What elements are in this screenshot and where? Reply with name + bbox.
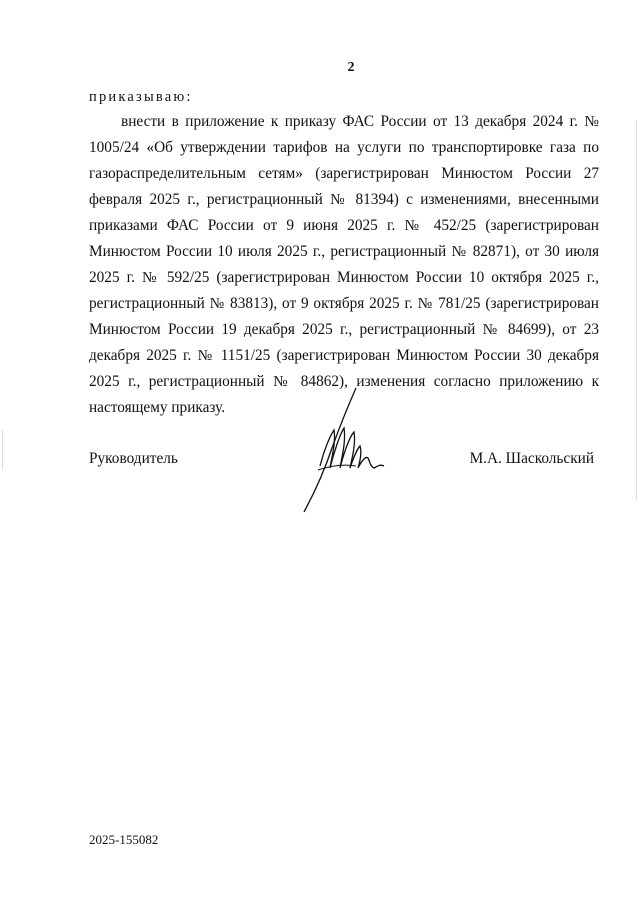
document-id: 2025-155082	[89, 832, 159, 847]
order-body-text: внести в приложение к приказу ФАС России от 13 декабря 2024 г. № 1005/24 «Об утверждении тарифов на услуги по транспортировке газа по газораспределительным сетям» (зарегистрирован Минюстом России 27 февраля 2025 г., регистрационный № 81394) с изменениями, внесенными приказами ФАС России от 9 июня 2025 г. № 452/25 (зарегистрирован Минюстом России 10 июля 2025 г., регистрационный № 82871), от 30 июля 2025 г. № 592/25 (зарегистрирован Минюстом России 10 октября 2025 г., регистрационный № 83813), от 9 октября 2025 г. № 781/25 (зарегистрирован Минюстом России 19 декабря 2025 г., регистрационный № 84699), от 23 декабря 2025 г. № 1151/25 (зарегистрирован Минюстом России 30 декабря 2025 г., регистрационный № 84862), изменения согласно приложению к настоящему приказу.	[89, 113, 599, 416]
page-number: 2	[347, 60, 355, 75]
handwritten-signature	[296, 386, 396, 516]
scan-edge-mark	[636, 120, 637, 500]
order-verb: приказываю:	[89, 89, 193, 105]
scan-edge-mark	[2, 430, 3, 470]
signatory-title: Руководитель	[89, 450, 178, 467]
signatory-name: М.А. Шаскольский	[469, 450, 594, 467]
